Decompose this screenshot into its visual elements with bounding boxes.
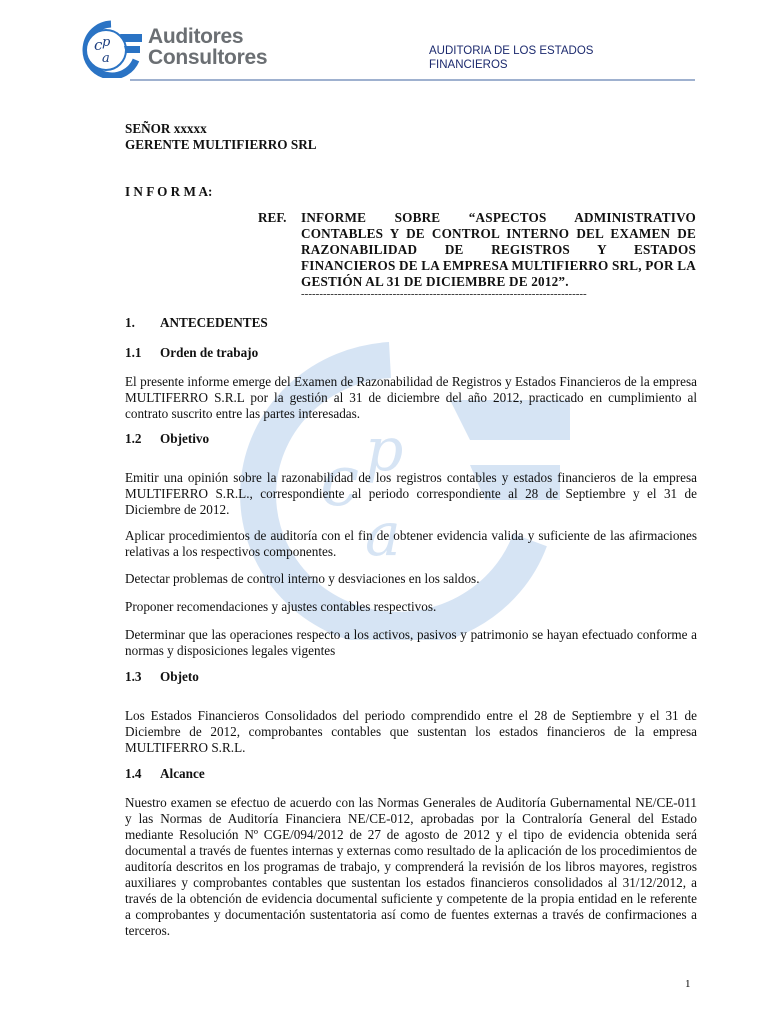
header-title-line-2: FINANCIEROS — [429, 59, 508, 71]
header-divider — [130, 79, 695, 81]
ref-text: INFORME SOBRE “ASPECTOS ADMINISTRATIVO CONTABLES Y DE CONTROL INTERNO DEL EXAMEN DE RAZONABILIDAD DE REGISTROS Y ESTADOS FINANCIEROS DE LA EMPRESA MULTIFIERRO SRL, POR LA GESTIÓN AL 31 DE DICIEMBRE DE 2012”. — [301, 210, 696, 289]
svg-text:a: a — [365, 500, 401, 570]
company-logo — [78, 18, 278, 80]
addressee-line-2: GERENTE MULTIFIERRO SRL — [125, 137, 317, 152]
section-1-3-number: 1.3 — [125, 669, 142, 684]
objective-paragraph-1: Emitir una opinión sobre la razonabilidad de los registros contables y estados financieros de la empresa MULTIFERRO S.R.L., correspondiente al periodo correspondiente al 28 de Septiembre y el 31 de Diciembre de 2012. — [125, 470, 697, 517]
objective-paragraph-2: Aplicar procedimientos de auditoría con el fin de obtener evidencia valida y suficiente de las afirmaciones relativas a los respectivos componentes. — [125, 528, 697, 559]
cpa-logo-icon — [78, 20, 144, 78]
logo-line-1: Auditores — [148, 25, 244, 48]
svg-text:c: c — [320, 440, 360, 522]
section-1-3-title: Objeto — [160, 669, 199, 684]
svg-text:p: p — [365, 415, 404, 485]
svg-text:c: c — [94, 36, 103, 54]
header-title — [429, 44, 679, 72]
objective-paragraph-3: Detectar problemas de control interno y desviaciones en los saldos. — [125, 571, 480, 586]
svg-text:p: p — [102, 35, 111, 50]
section-1-number: 1. — [125, 315, 135, 330]
section-1-4-title: Alcance — [160, 766, 205, 781]
section-1-2-title: Objetivo — [160, 431, 210, 446]
svg-text:a: a — [102, 51, 110, 66]
section-1-1-paragraph: El presente informe emerge del Examen de Razonabilidad de Registros y Estados Financieros de la empresa MULTIFERRO S.R.L por la gestión al 31 de diciembre del año 2012, practicado en cumplimiento al contrato suscrito entre las partes interesadas. — [125, 374, 697, 421]
objective-paragraph-4: Proponer recomendaciones y ajustes contables respectivos. — [125, 599, 437, 614]
ref-dashes: ------------------------------------------------------------------------------ — [301, 288, 587, 300]
addressee-line-1: SEÑOR xxxxx — [125, 121, 207, 136]
section-1-1-number: 1.1 — [125, 345, 142, 360]
page-number: 1 — [685, 978, 691, 990]
ref-label: REF. — [258, 210, 287, 225]
header-title-line-1: AUDITORIA DE LOS ESTADOS — [429, 45, 594, 57]
section-1-3-paragraph: Los Estados Financieros Consolidados del periodo comprendido entre el 28 de Septiembre y el 31 de Diciembre de 2012, comprobantes contables que sustentan los estados financieros de la empresa MULTIFERRO S.R.L. — [125, 708, 697, 755]
section-1-2-number: 1.2 — [125, 431, 142, 446]
objective-paragraph-5: Determinar que las operaciones respecto a los activos, pasivos y patrimonio se hayan efectuado conforme a normas y disposiciones legales vigentes — [125, 627, 697, 658]
logo-line-2: Consultores — [148, 46, 268, 69]
section-1-1-title: Orden de trabajo — [160, 345, 259, 360]
section-1-title: ANTECEDENTES — [160, 315, 268, 330]
informa-heading: I N F O R M A: — [125, 184, 213, 199]
section-1-4-paragraph: Nuestro examen se efectuo de acuerdo con las Normas Generales de Auditoría Gubernamental NE/CE-011 y las Normas de Auditoría Financiera NE/CE-012, aprobadas por la Contraloría General del Estado mediante Resolución Nº CGE/094/2012 de 27 de agosto de 2012 y el tipo de evidencia obtenida será documental a través de fuentes internas y externas como resultado de la aplicación de los procedimientos de auditoría descritos en los programas de trabajo, y comprenderá la revisión de los libros mayores, registros auxiliares y comprobantes contables que sustentan los estados financieros consolidados al 31/12/2012, a través de la obtención de evidencia documental suficiente y competente de la propia entidad en le referente a comprobantes y documentación sustentatoria así como de fuentes externas a través de confirmaciones a terceros. — [125, 795, 697, 938]
logo-wordmark — [148, 26, 267, 68]
section-1-4-number: 1.4 — [125, 766, 142, 781]
